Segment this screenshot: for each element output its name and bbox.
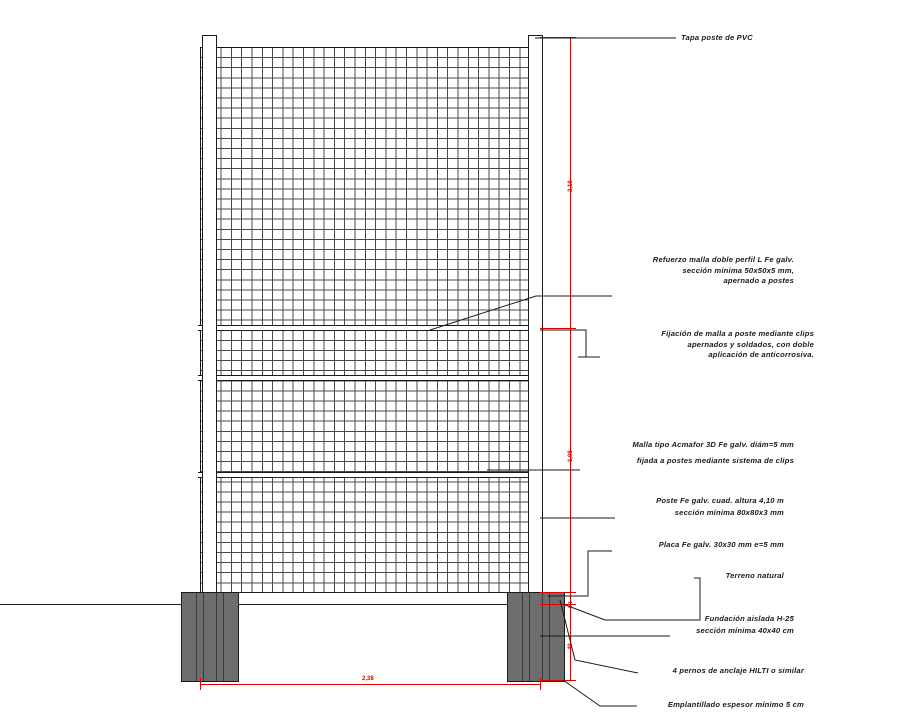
dim-text-width: 2,38 (362, 676, 374, 682)
annotation-emplantillado: Emplantillado espesor mínimo 5 cm (667, 700, 804, 709)
annotation-fijacion-line3: aplicación de anticorrosiva. (708, 350, 814, 359)
annotation-refuerzo-line1: Refuerzo malla doble perfil L Fe galv. (652, 255, 794, 264)
annotation-fundacion-line2: sección mínima 40x40 cm (696, 626, 794, 635)
annotation-refuerzo-line3: apernado a postes (723, 276, 794, 285)
annotation-refuerzo-line2: sección mínima 50x50x5 mm, (682, 265, 794, 275)
annotation-pernos: 4 pernos de anclaje HILTI o similar (672, 666, 804, 675)
annotation-placa: Placa Fe galv. 30x30 mm e=5 mm (658, 540, 784, 549)
dim-text-total-height: 2,19 (568, 180, 574, 192)
annotation-terreno: Terreno natural (725, 571, 784, 580)
annotation-poste-line2: sección mínima 80x80x3 mm (674, 508, 784, 517)
dim-text-mesh-height: 1,98 (568, 450, 574, 462)
annotation-malla-line1: Malla tipo Acmafor 3D Fe galv. diám=5 mm (632, 440, 794, 449)
annotation-fijacion-line1: Fijación de malla a poste mediante clips (661, 329, 814, 338)
annotation-malla-line2: fijada a postes mediante sistema de clips (636, 456, 794, 465)
annotation-fundacion-line1: Fundación aislada H-25 (704, 614, 794, 623)
annotation-fijacion-line2: apernados y soldados, con doble (687, 339, 814, 349)
dim-text-above-ground: 0,1 (568, 601, 574, 608)
dim-text-foundation-depth: 40 (568, 643, 574, 650)
annotation-tapa-poste: Tapa poste de PVC (681, 33, 753, 42)
annotation-poste-line1: Poste Fe galv. cuad. altura 4,10 m (656, 496, 784, 505)
